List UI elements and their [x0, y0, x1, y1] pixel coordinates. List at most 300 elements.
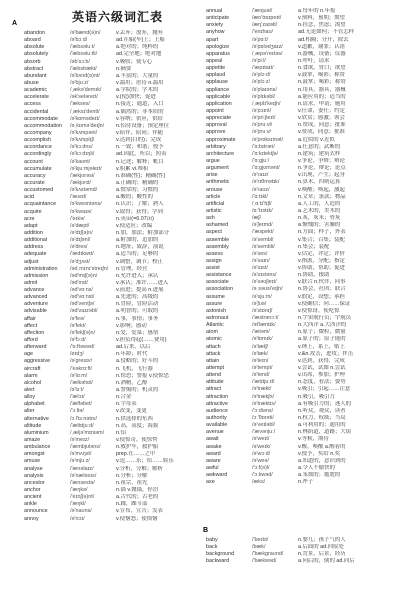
vocab-word: assistance	[206, 272, 232, 279]
vocab-entry	[206, 465, 392, 472]
vocab-meaning: v.使恼怒；使烦恼	[116, 515, 158, 522]
vocab-meaning: a.偶然的；非本质的	[116, 108, 164, 115]
vocab-phonetic: /ə'dres/	[70, 244, 88, 251]
vocab-word: acid	[24, 194, 34, 201]
vocab-word: accordingly	[24, 151, 52, 158]
vocab-meaning: n.协助，援助	[298, 272, 330, 279]
vocab-phonetic: /ə'stɒnɪʃ/	[252, 307, 273, 314]
vocab-word: advanced	[24, 294, 48, 301]
vocab-meaning: a.近似的 v.近似	[298, 136, 335, 143]
vocab-entry	[206, 344, 392, 351]
vocab-phonetic: /ə'plɔːd/	[252, 72, 271, 79]
vocab-word: approval	[206, 122, 227, 129]
vocab-phonetic: /ə'pɔɪnt/	[252, 107, 272, 114]
vocab-phonetic: /ɔː'θɒrəti/	[252, 415, 274, 422]
vocab-word: amaze	[24, 437, 41, 444]
vocab-phonetic: /æn'tɪsɪpeɪt/	[252, 15, 282, 22]
vocab-phonetic: /'ætɪtjuːd/	[252, 379, 275, 386]
vocab-phonetic: /ə'pɒlədʒaɪz/	[252, 43, 283, 50]
vocab-entry	[206, 444, 392, 451]
vocab-phonetic: /'ɔːf(ə)l/	[252, 465, 270, 471]
vocab-entry	[206, 415, 392, 422]
vocab-phonetic: /æks/	[252, 479, 266, 486]
vocab-meaning: n.冒险，冒险活动	[116, 301, 159, 308]
vocab-entry	[206, 537, 392, 544]
vocab-phonetic: /ˌæpə'reɪtəs/	[252, 50, 283, 57]
vocab-word: admission	[24, 272, 49, 279]
vocab-entry	[24, 51, 200, 58]
vocab-phonetic: /ə'bʌnd(ə)nt/	[70, 72, 100, 79]
vocab-meaning: n.铝	[116, 429, 126, 436]
vocab-entry	[24, 223, 200, 230]
vocab-entry	[24, 466, 200, 473]
vocab-phonetic: /ə'lɑːm/	[70, 372, 88, 379]
vocab-meaning: v.预料，预期；期望	[298, 15, 345, 22]
vocab-word: ankle	[24, 501, 37, 508]
vocab-word: assure	[206, 300, 223, 307]
vocab-word: audience	[206, 407, 228, 414]
vocab-phonetic: /ə'fɔːd/	[70, 337, 86, 344]
vocab-phonetic: /ə'dæpt/	[70, 222, 90, 229]
vocab-word: acquaintance	[24, 201, 57, 208]
vocab-meaning: a.正确的；精确的	[116, 179, 159, 186]
vocab-phonetic: /ˌæplɪ'keɪʃn/	[252, 100, 281, 107]
vocab-meaning: v.滥用；虐待 n.滥用	[116, 79, 164, 86]
vocab-meaning: v.调整，调节；校正	[116, 258, 163, 265]
vocab-word: award	[206, 450, 221, 457]
vocab-entry	[24, 437, 200, 444]
vocab-word: alphabet	[24, 401, 45, 408]
vocab-meaning: n.锚 v.抛锚，停泊	[116, 487, 159, 493]
vocab-word: alert	[24, 387, 35, 394]
vocab-entry	[24, 137, 200, 144]
vocab-phonetic: /'ælɔɪ/	[70, 394, 85, 401]
vocab-entry	[206, 15, 392, 22]
vocab-entry	[24, 237, 200, 244]
vocab-entry	[206, 187, 392, 194]
vocab-word: alarm	[24, 372, 38, 379]
vocab-word: atomic	[206, 336, 222, 343]
vocab-entry	[24, 394, 200, 401]
vocab-phonetic: /'bækwəd/	[252, 558, 277, 565]
vocab-phonetic: /ət'læntɪk/	[252, 322, 276, 329]
vocab-entry	[206, 372, 392, 379]
vocab-meaning: v.分析，分解；解析	[116, 465, 163, 472]
vocab-entry	[206, 208, 392, 215]
vocab-word: address	[24, 244, 44, 251]
vocab-word: accelerate	[24, 94, 49, 101]
vocab-meaning: n.一致；和谐；授予	[116, 144, 164, 151]
vocab-word: architecture	[206, 150, 235, 157]
vocab-entry	[24, 387, 200, 394]
vocab-meaning: n.态度，看法；姿势	[298, 379, 346, 386]
vocab-word: altitude	[24, 422, 42, 429]
vocab-phonetic: /ə'lɜːt/	[70, 387, 84, 394]
vocab-phonetic: /əd'vɑːns/	[70, 287, 93, 294]
vocab-phonetic: /ə'træktɪv/	[252, 400, 276, 407]
vocab-phonetic: /ə'dɪʃənl/	[70, 237, 91, 244]
vocab-phonetic: /ə'tæk/	[252, 350, 269, 357]
vocab-word: appeal	[206, 57, 223, 64]
vocab-phonetic: /ə'bɔːd/	[70, 37, 88, 44]
vocab-word: adapt	[24, 222, 38, 229]
vocab-word: afterward	[24, 344, 47, 351]
vocab-word: ancestor	[24, 479, 45, 486]
vocab-phonetic: /ə'kaʊnt/	[70, 158, 91, 165]
vocab-entry	[24, 287, 200, 294]
vocab-entry	[206, 286, 392, 293]
vocab-entry	[206, 194, 392, 201]
vocab-entry	[206, 558, 392, 565]
vocab-phonetic: /'æŋkl/	[70, 501, 86, 508]
vocab-word: avenue	[206, 429, 224, 436]
vocab-entry	[24, 123, 200, 130]
vocab-word: abundant	[24, 72, 47, 79]
vocab-phonetic: /ə'meɪz/	[70, 437, 90, 444]
vocab-entry	[24, 37, 200, 44]
vocab-phonetic: /ə'naʊns/	[70, 508, 92, 515]
vocab-entry	[206, 401, 392, 408]
vocab-meaning: v.达到，获得，完成	[298, 357, 345, 364]
vocab-meaning: v.积累 vi.堆积	[116, 165, 149, 172]
vocab-phonetic: /'ækjʊrəsi/	[70, 172, 95, 179]
vocab-phonetic: /ˌɑːtɪ'fɪʃl/	[252, 200, 272, 207]
vocab-entry	[24, 151, 200, 158]
vocab-word: attraction	[206, 393, 229, 400]
vocab-meaning: v.达到(目的)；完成	[116, 137, 162, 144]
vocab-entry	[206, 365, 392, 372]
vocab-meaning: v.协助，帮助；促进	[298, 265, 345, 272]
vocab-phonetic: /ək'seləreɪt/	[70, 94, 98, 101]
vocab-meaning: n.事，事情；事务	[116, 315, 159, 322]
vocab-word: artificial	[206, 200, 225, 207]
vocab-entry	[24, 494, 200, 501]
vocab-phonetic: /ə'kɔːdɪŋli/	[70, 151, 95, 158]
vocab-meaning: n.摘要	[116, 65, 132, 72]
vocab-meaning: v.使确信；向……保证	[298, 300, 351, 307]
vocab-meaning: n.接近；通道，入口	[116, 101, 164, 108]
vocab-word: association	[206, 286, 233, 293]
vocab-word: argue	[206, 157, 220, 164]
vocab-entry	[206, 386, 392, 393]
vocab-phonetic: /ə'ʃʊə/	[252, 300, 267, 307]
vocab-phonetic: /ə'fekʃ(ə)n/	[70, 329, 95, 336]
vocab-entry	[206, 229, 392, 236]
vocab-phonetic: /ə'ses/	[252, 250, 268, 257]
vocab-meaning: ad.在船(车)上；上船	[116, 37, 165, 44]
vocab-meaning: a.笨拙的；尴尬的	[298, 472, 341, 479]
vocab-word: assemble	[206, 236, 230, 243]
vocab-entry	[24, 80, 200, 87]
vocab-word: applicable	[206, 93, 231, 100]
vocab-phonetic: /'ækses/	[70, 101, 90, 108]
vocab-word: attach	[206, 343, 221, 350]
vocab-entry	[206, 429, 392, 436]
vocab-entry	[206, 436, 392, 443]
vocab-meaning: n.分析；分解	[116, 472, 148, 479]
vocab-entry	[24, 480, 200, 487]
vocab-entry	[24, 501, 200, 508]
vocab-word: applaud	[206, 72, 226, 79]
vocab-word: advisable	[24, 308, 47, 315]
vocab-phonetic: /ə'veɪləbl/	[252, 422, 276, 429]
vocab-word: announce	[24, 508, 48, 515]
vocab-entry	[206, 458, 392, 465]
vocab-word: appliance	[206, 86, 230, 93]
vocab-phonetic: /'æŋkə/	[70, 487, 88, 493]
vocab-entry	[206, 87, 392, 94]
vocab-entry	[206, 158, 392, 165]
vocab-entry	[24, 380, 200, 387]
vocab-entry	[24, 259, 200, 266]
vocab-entry	[206, 422, 392, 429]
vocab-meaning: n.年龄；时代	[116, 351, 148, 358]
vocab-meaning: v.前进；提高 n.进展	[116, 287, 164, 294]
vocab-meaning: v.指派，分配；指定	[298, 257, 345, 264]
vocab-entry	[206, 258, 392, 265]
vocab-entry	[206, 22, 392, 29]
vocab-entry	[24, 273, 200, 280]
vocab-word: abandon	[24, 30, 45, 36]
vocab-meaning: a.警惕的；机灵的	[116, 387, 159, 394]
vocab-word: affection	[24, 329, 45, 336]
vocab-phonetic: /ə'səʊʃieɪt/	[252, 279, 277, 286]
vocab-entry	[24, 458, 200, 465]
vocab-word: anyhow	[206, 29, 225, 36]
vocab-meaning: n.救护车，救护船	[116, 444, 159, 451]
vocab-entry	[24, 116, 200, 123]
vocab-entry	[206, 379, 392, 386]
vocab-meaning: n.婴儿；孩子气的人	[298, 537, 346, 543]
vocab-phonetic: /ə'sɪst/	[252, 265, 268, 272]
vocab-phonetic: /əd'mɪt/	[70, 279, 88, 286]
vocab-entry	[24, 423, 200, 430]
vocab-entry	[24, 508, 200, 515]
vocab-word: atom	[206, 329, 218, 336]
vocab-word: access	[24, 101, 41, 108]
vocab-meaning: n.食欲，胃口；欲望	[298, 65, 346, 72]
vocab-entry	[206, 358, 392, 365]
vocab-phonetic: /ˌæksɪ'dentl/	[70, 108, 100, 115]
vocab-entry	[24, 144, 200, 151]
vocab-meaning: a.明智的；可取的	[116, 308, 159, 315]
vocab-column-left	[24, 30, 200, 523]
vocab-word: approximate	[206, 136, 236, 143]
vocab-entry	[24, 401, 200, 408]
vocab-phonetic: /'ɔːltə/	[70, 408, 84, 415]
vocab-phonetic: /ə'kʌstəmd/	[70, 187, 98, 194]
vocab-entry	[206, 101, 392, 108]
vocab-meaning: v.任命，委任；约定	[298, 107, 345, 114]
vocab-meaning: v.使适应；改编	[116, 222, 153, 229]
vocab-word: axe	[206, 479, 215, 486]
vocab-meaning: v.改变，变更	[116, 408, 147, 415]
vocab-entry	[206, 122, 392, 129]
vocab-entry	[24, 244, 200, 251]
vocab-entry	[206, 322, 392, 329]
vocab-meaning: n.背景，后景，经历	[298, 551, 346, 558]
vocab-phonetic: /ə'dɪʃ(ə)n/	[70, 229, 93, 236]
vocab-phonetic: /ə'priːʃieɪt/	[252, 115, 276, 122]
vocab-phonetic: /'ætəm/	[252, 329, 270, 336]
vocab-word: artistic	[206, 207, 222, 214]
vocab-word: accommodation	[24, 122, 63, 129]
vocab-meaning: a.惯常的；习惯的	[116, 187, 159, 194]
vocab-entry	[24, 216, 200, 223]
vocab-word: acre	[24, 215, 35, 222]
vocab-meaning: n.英亩(=6.07亩)	[116, 215, 154, 222]
vocab-phonetic: /əd'mɪʃ(ə)n/	[70, 272, 98, 279]
vocab-entry	[206, 215, 392, 222]
vocab-phonetic: /əd'vɑːnst/	[70, 294, 95, 301]
vocab-meaning: v.&n.攻击，进攻；抨击	[298, 350, 354, 357]
vocab-word: await	[206, 436, 219, 443]
vocab-word: application	[206, 100, 232, 107]
vocab-phonetic: /'æbstrækt/	[70, 65, 97, 72]
vocab-word: aspect	[206, 229, 222, 236]
vocab-meaning: a.酸的；酸性的	[116, 194, 153, 201]
vocab-meaning: n.灰，灰末；骨灰	[298, 215, 341, 222]
vocab-word: backward	[206, 558, 230, 565]
vocab-meaning: n.管理，经营	[116, 265, 148, 272]
vocab-meaning: n.惊恐；警报 v.使惊恐	[116, 372, 169, 379]
vocab-entry	[24, 251, 200, 258]
vocab-meaning: n.吸引，吸引力	[298, 393, 335, 400]
vocab-entry	[24, 323, 200, 330]
vocab-word: assess	[206, 250, 223, 257]
vocab-entry	[206, 179, 392, 186]
vocab-phonetic: /'eəkrɑːft/	[70, 365, 93, 372]
vocab-word: article	[206, 193, 221, 200]
vocab-phonetic: /'ælkəhɒl/	[70, 379, 93, 386]
vocab-phonetic: /'ɑːgjuː/	[252, 157, 270, 164]
vocab-meaning: v.缚上，系上，贴上	[298, 343, 345, 350]
vocab-entry	[206, 44, 392, 51]
vocab-word: accomplish	[24, 137, 51, 144]
vocab-entry	[206, 308, 392, 315]
vocab-entry	[24, 408, 200, 415]
vocab-word: background	[206, 551, 235, 558]
vocab-phonetic: /'ɑːbɪtrəri/	[252, 143, 275, 150]
vocab-phonetic: /ə'sembli/	[252, 243, 275, 250]
vocab-entry	[24, 180, 200, 187]
vocab-meaning: a.有吸引力的；迷人的	[298, 400, 352, 407]
vocab-phonetic: /'ævənjuː/	[252, 429, 276, 436]
vocab-phonetic: /ə'weɪt/	[252, 436, 270, 443]
vocab-word: addition	[24, 229, 43, 236]
vocab-entry	[206, 222, 392, 229]
vocab-phonetic: /ə'weə/	[252, 457, 269, 464]
vocab-meaning: a.人工的，人造的	[298, 200, 341, 207]
vocab-meaning: n.地址；致辞，演说	[116, 244, 164, 251]
vocab-meaning: a.艺术的，美术的	[298, 207, 341, 214]
vocab-entry	[24, 366, 200, 373]
vocab-phonetic: /ə'plɔːz/	[252, 79, 271, 86]
vocab-meaning: n.宇宙航行员；宇航员	[298, 315, 352, 322]
vocab-phonetic: /ə'plɪkəbl/	[252, 93, 276, 100]
vocab-phonetic: /ə'kɒmədeɪt/	[70, 115, 100, 122]
vocab-entry	[24, 351, 200, 358]
vocab-entry	[206, 94, 392, 101]
vocab-word: accidental	[24, 108, 49, 115]
vocab-meaning: n.建筑；建筑式样	[298, 150, 341, 157]
vocab-phonetic: /'ɔːdiəns/	[252, 407, 274, 414]
vocab-meaning: v.容纳；供应，供给	[116, 115, 163, 122]
vocab-entry	[24, 430, 200, 437]
vocab-entry	[206, 58, 392, 65]
vocab-meaning: ad.相隔；分开，除去	[298, 36, 349, 43]
vocab-meaning: a.后面的 ad.回原处	[298, 544, 344, 551]
vocab-phonetic: /'æpɪtaɪt/	[252, 65, 274, 72]
vocab-entry	[24, 308, 200, 315]
vocab-entry	[206, 244, 392, 251]
vocab-entry	[24, 516, 200, 523]
vocab-phonetic: /'æmbjʊləns/	[70, 444, 101, 451]
vocab-entry	[206, 551, 392, 558]
vocab-phonetic: /ə'kjuːmjəleɪt/	[70, 165, 102, 172]
vocab-phonetic: /ə'kweɪntəns/	[70, 201, 102, 208]
vocab-phonetic: /eɪdʒ/	[70, 351, 84, 358]
vocab-meaning: n.招待设备；预定座位	[116, 122, 170, 129]
vocab-meaning: a.任意的；武断的	[298, 143, 341, 150]
vocab-entry	[206, 108, 392, 115]
vocab-word: aware	[206, 457, 221, 464]
vocab-meaning: v.逗……乐；给……娱乐	[116, 458, 174, 465]
vocab-word: accuracy	[24, 172, 46, 179]
vocab-meaning: v.出席，参加；护理	[298, 372, 345, 379]
vocab-column-right-b	[206, 537, 392, 566]
vocab-word: accustomed	[24, 187, 54, 194]
vocab-entry	[206, 394, 392, 401]
vocab-meaning: n.祖宗，祖先	[116, 479, 148, 486]
vocab-word: arise	[206, 172, 218, 179]
vocab-entry	[206, 115, 392, 122]
vocab-word: abuse	[24, 79, 39, 86]
vocab-meaning: v.出现，产生；起身	[298, 172, 345, 179]
vocab-phonetic: /ə'sembl/	[252, 236, 274, 243]
vocab-phonetic: /ə'weɪk/	[252, 443, 271, 450]
vocab-meaning: prep.在……之中	[116, 451, 156, 458]
vocab-entry	[24, 87, 200, 94]
vocab-entry	[206, 51, 392, 58]
vocab-meaning: v.担负得起(……费用)	[116, 337, 167, 344]
vocab-phonetic: /'ɑːgjʊmənt/	[252, 165, 280, 172]
vocab-entry	[206, 472, 392, 479]
vocab-meaning: a.绝对的；纯粹的	[116, 44, 159, 51]
vocab-word: academic	[24, 87, 48, 94]
vocab-entry	[24, 337, 200, 344]
vocab-meaning: v.欣赏；感激；领会	[298, 115, 345, 122]
vocab-entry	[24, 301, 200, 308]
vocab-word: attend	[206, 372, 221, 379]
vocab-phonetic: /'ænəlaɪz/	[70, 465, 94, 472]
vocab-entry	[24, 159, 200, 166]
vocab-word: alloy	[24, 394, 36, 401]
vocab-entry	[206, 151, 392, 158]
vocab-meaning: n.听众，观众，读者	[298, 407, 346, 414]
vocab-word: age	[24, 351, 33, 358]
vocab-entry	[24, 209, 200, 216]
vocab-phonetic: /ə'kʌmpəni/	[70, 129, 98, 136]
vocab-entry	[24, 266, 200, 273]
vocab-meaning: a.每年的 n.年报	[298, 8, 336, 14]
vocab-phonetic: /ˌæljə'mɪniəm/	[70, 429, 105, 436]
vocab-phonetic: /ə'prɒksɪmət/	[252, 136, 284, 143]
vocab-word: aircraft	[24, 365, 41, 372]
vocab-word: afford	[24, 337, 38, 344]
vocab-meaning: n.林荫道，道路；大街	[298, 429, 352, 436]
vocab-entry	[206, 172, 392, 179]
